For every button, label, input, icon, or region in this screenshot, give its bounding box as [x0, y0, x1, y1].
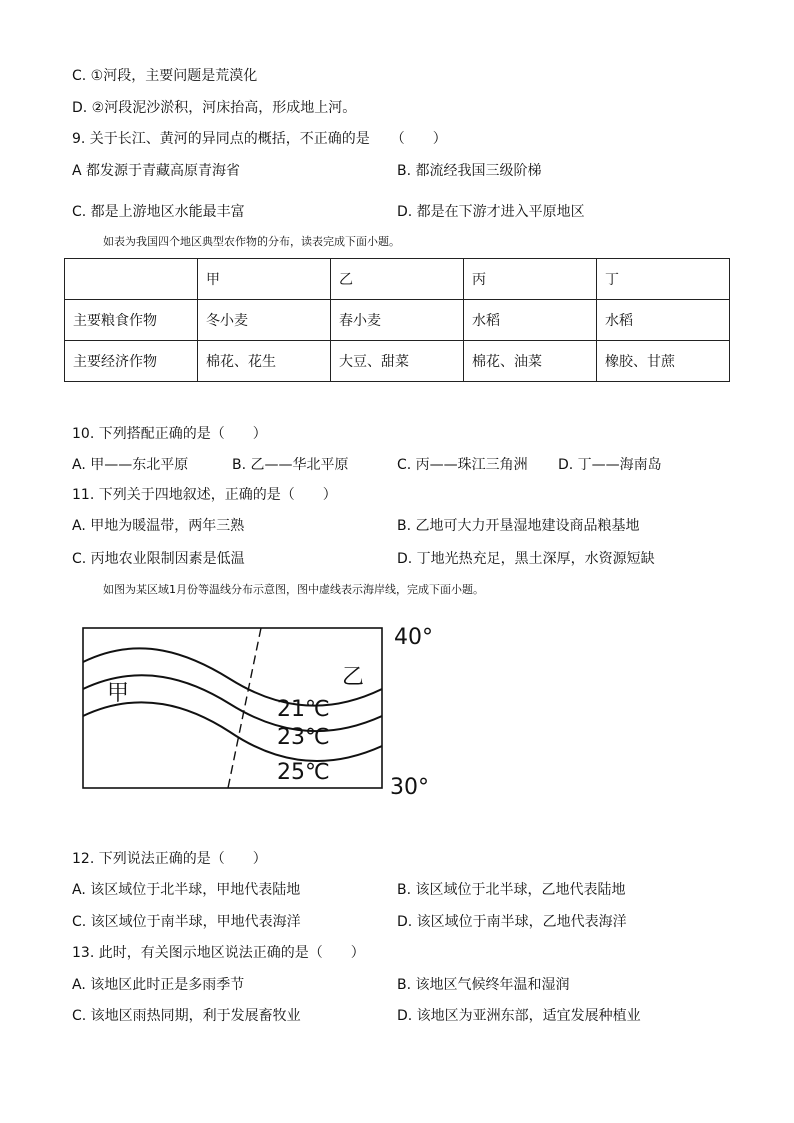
table-row — [65, 259, 730, 300]
q12-option-d: D. 该区域位于南半球，乙地代表海洋 — [397, 914, 627, 930]
q10-option-c: C. 丙——珠江三角洲 — [397, 457, 528, 473]
q12-option-c: C. 该区域位于南半球，甲地代表海洋 — [72, 914, 301, 930]
table-cell: 冬小麦 — [198, 300, 331, 341]
place-label-jia: 甲 — [107, 681, 130, 706]
q11-stem: 11. 下列关于四地叙述，正确的是（ ） — [72, 487, 337, 503]
table-cell: 棉花、油菜 — [464, 341, 597, 382]
table-cell: 乙 — [331, 259, 464, 300]
isotherm-label-21: 21℃ — [277, 697, 330, 722]
q9-option-b: B. 都流经我国三级阶梯 — [397, 163, 542, 179]
q9-stem: 9. 关于长江、黄河的异同点的概括，不正确的是 （ ） — [72, 131, 447, 147]
q9-option-a: A 都发源于青藏高原青海省 — [72, 163, 241, 179]
q13-option-b: B. 该地区气候终年温和湿润 — [397, 977, 570, 993]
table-cell: 水稻 — [597, 300, 730, 341]
q13-stem: 13. 此时，有关图示地区说法正确的是（ ） — [72, 945, 365, 961]
q10-option-b: B. 乙——华北平原 — [232, 457, 349, 473]
figure-intro: 如图为某区域1月份等温线分布示意图，图中虚线表示海岸线，完成下面小题。 — [103, 583, 484, 596]
q9-option-c: C. 都是上游地区水能最丰富 — [72, 204, 245, 220]
isotherm-line-25 — [83, 702, 382, 761]
q10-stem: 10. 下列搭配正确的是（ ） — [72, 426, 267, 442]
crop-table — [64, 258, 730, 382]
q10-option-a: A. 甲——东北平原 — [72, 457, 189, 473]
q11-option-d: D. 丁地光热充足，黑土深厚，水资源短缺 — [397, 551, 655, 567]
isotherm-label-25: 25℃ — [277, 760, 330, 785]
table-cell: 大豆、甜菜 — [331, 341, 464, 382]
table-cell: 橡胶、甘蔗 — [597, 341, 730, 382]
q13-option-d: D. 该地区为亚洲东部，适宜发展种植业 — [397, 1008, 641, 1024]
isotherm-map — [80, 624, 440, 804]
isotherm-label-23: 23℃ — [277, 725, 330, 750]
table-intro: 如表为我国四个地区典型农作物的分布，读表完成下面小题。 — [103, 235, 400, 248]
q11-option-a: A. 甲地为暖温带，两年三熟 — [72, 518, 245, 534]
table-row — [65, 300, 730, 341]
place-label-yi: 乙 — [342, 665, 365, 690]
table-row — [65, 341, 730, 382]
q11-option-b: B. 乙地可大力开垦湿地建设商品粮基地 — [397, 518, 640, 534]
latitude-label-top: 40° — [394, 625, 433, 650]
coastline-dashed — [228, 628, 261, 788]
table-cell — [65, 259, 198, 300]
table-cell: 水稻 — [464, 300, 597, 341]
q9-option-d: D. 都是在下游才进入平原地区 — [397, 204, 585, 220]
q10-option-d: D. 丁——海南岛 — [558, 457, 662, 473]
q11-option-c: C. 丙地农业限制因素是低温 — [72, 551, 245, 567]
q12-option-a: A. 该区域位于北半球，甲地代表陆地 — [72, 882, 301, 898]
q12-stem: 12. 下列说法正确的是（ ） — [72, 851, 267, 867]
map-frame — [83, 628, 382, 788]
table-cell: 丁 — [597, 259, 730, 300]
table-cell: 主要粮食作物 — [65, 300, 198, 341]
q8-option-c: C. ①河段，主要问题是荒漠化 — [72, 68, 258, 84]
q13-option-a: A. 该地区此时正是多雨季节 — [72, 977, 245, 993]
isotherm-diagram — [80, 624, 440, 804]
q13-option-c: C. 该地区雨热同期，利于发展畜牧业 — [72, 1008, 301, 1024]
table-cell: 甲 — [198, 259, 331, 300]
q8-option-d: D. ②河段泥沙淤积，河床抬高，形成地上河。 — [72, 100, 357, 116]
latitude-label-bottom: 30° — [390, 775, 429, 800]
table-cell: 春小麦 — [331, 300, 464, 341]
q12-option-b: B. 该区域位于北半球，乙地代表陆地 — [397, 882, 626, 898]
table-cell: 主要经济作物 — [65, 341, 198, 382]
table-cell: 棉花、花生 — [198, 341, 331, 382]
table-cell: 丙 — [464, 259, 597, 300]
